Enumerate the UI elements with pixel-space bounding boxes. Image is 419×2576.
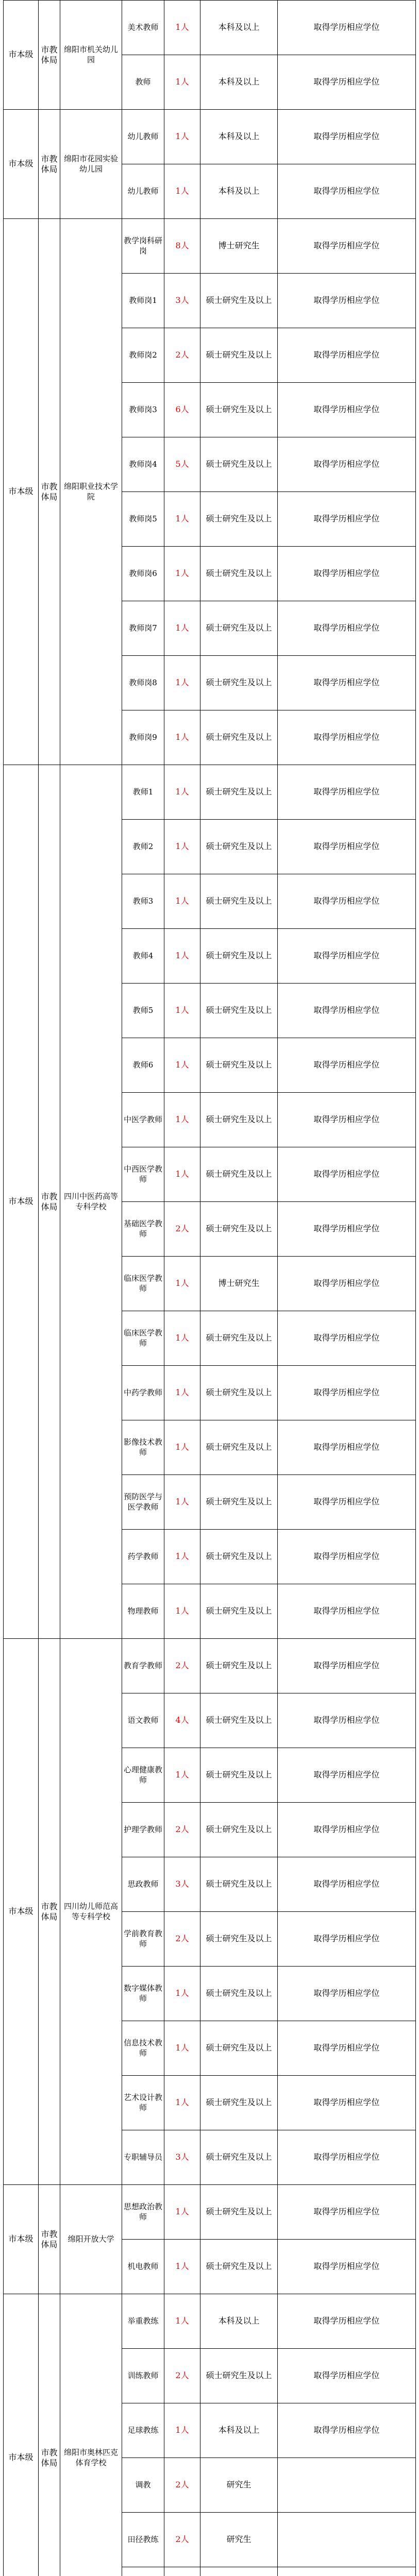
education-cell: 硕士研究生及以上 bbox=[200, 2076, 278, 2130]
post-cell: 教育学教师 bbox=[122, 1639, 164, 1693]
region-cell: 市本级 bbox=[4, 2185, 39, 2294]
major-cell bbox=[278, 2567, 416, 2576]
count-cell: 6人 bbox=[164, 383, 200, 437]
unit-cell: 绵阳市花园实验幼儿园 bbox=[60, 110, 122, 219]
count-cell: 8人 bbox=[164, 219, 200, 274]
post-cell: 教师6 bbox=[122, 1038, 164, 1093]
post-cell: 教师岗8 bbox=[122, 656, 164, 710]
count-cell bbox=[164, 2567, 200, 2576]
post-cell: 中药学教师 bbox=[122, 1366, 164, 1420]
education-cell: 硕士研究生及以上 bbox=[200, 547, 278, 601]
post-cell: 临床医学教师 bbox=[122, 1311, 164, 1366]
region-cell: 市本级 bbox=[4, 2294, 39, 2576]
region-cell: 市本级 bbox=[4, 1639, 39, 2185]
dept-cell: 市教体局 bbox=[39, 219, 60, 765]
education-cell: 硕士研究生及以上 bbox=[200, 1912, 278, 1967]
major-cell: 取得学历相应学位 bbox=[278, 1912, 416, 1967]
major-cell bbox=[278, 2458, 416, 2513]
post-cell: 教师岗9 bbox=[122, 710, 164, 765]
education-cell: 博士研究生 bbox=[200, 1257, 278, 1311]
major-cell: 取得学历相应学位 bbox=[278, 2021, 416, 2076]
region-cell: 市本级 bbox=[4, 110, 39, 219]
post-cell: 教师5 bbox=[122, 984, 164, 1038]
post-cell: 思政教师 bbox=[122, 1857, 164, 1912]
education-cell: 硕士研究生及以上 bbox=[200, 1967, 278, 2021]
count-cell: 1人 bbox=[164, 1257, 200, 1311]
post-cell: 教师岗4 bbox=[122, 437, 164, 492]
post-cell: 中医学教师 bbox=[122, 1093, 164, 1147]
count-cell: 1人 bbox=[164, 2294, 200, 2349]
major-cell: 取得学历相应学位 bbox=[278, 1147, 416, 1202]
post-cell: 临床医学教师 bbox=[122, 1257, 164, 1311]
major-cell: 取得学历相应学位 bbox=[278, 492, 416, 547]
major-cell: 取得学历相应学位 bbox=[278, 1257, 416, 1311]
count-cell: 1人 bbox=[164, 547, 200, 601]
education-cell: 本科及以上 bbox=[200, 55, 278, 110]
count-cell: 5人 bbox=[164, 437, 200, 492]
major-cell: 取得学历相应学位 bbox=[278, 656, 416, 710]
post-cell: 护理学教师 bbox=[122, 1803, 164, 1857]
count-cell: 1人 bbox=[164, 1366, 200, 1420]
education-cell: 研究生 bbox=[200, 2513, 278, 2567]
major-cell: 取得学历相应学位 bbox=[278, 164, 416, 219]
education-cell: 硕士研究生及以上 bbox=[200, 601, 278, 656]
major-cell: 取得学历相应学位 bbox=[278, 328, 416, 383]
education-cell: 硕士研究生及以上 bbox=[200, 1093, 278, 1147]
education-cell: 硕士研究生及以上 bbox=[200, 492, 278, 547]
count-cell: 2人 bbox=[164, 328, 200, 383]
education-cell: 硕士研究生及以上 bbox=[200, 274, 278, 328]
post-cell: 教师岗6 bbox=[122, 547, 164, 601]
major-cell: 取得学历相应学位 bbox=[278, 601, 416, 656]
major-cell: 取得学历相应学位 bbox=[278, 1420, 416, 1475]
education-cell: 硕士研究生及以上 bbox=[200, 437, 278, 492]
unit-cell: 四川中医药高等专科学校 bbox=[60, 765, 122, 1639]
post-cell: 教学岗科研岗 bbox=[122, 219, 164, 274]
major-cell: 取得学历相应学位 bbox=[278, 55, 416, 110]
post-cell: 物理教师 bbox=[122, 1584, 164, 1639]
post-cell: 基础医学教师 bbox=[122, 1202, 164, 1257]
education-cell: 硕士研究生及以上 bbox=[200, 1366, 278, 1420]
education-cell: 硕士研究生及以上 bbox=[200, 1038, 278, 1093]
post-cell: 信息技术教师 bbox=[122, 2021, 164, 2076]
major-cell: 取得学历相应学位 bbox=[278, 1311, 416, 1366]
education-cell: 硕士研究生及以上 bbox=[200, 1420, 278, 1475]
education-cell: 硕士研究生及以上 bbox=[200, 1693, 278, 1748]
major-cell: 取得学历相应学位 bbox=[278, 1584, 416, 1639]
dept-cell: 市教体局 bbox=[39, 2294, 60, 2576]
major-cell: 取得学历相应学位 bbox=[278, 437, 416, 492]
unit-cell: 绵阳市奥林匹克体育学校 bbox=[60, 2294, 122, 2576]
major-cell: 取得学历相应学位 bbox=[278, 1803, 416, 1857]
count-cell: 1人 bbox=[164, 1584, 200, 1639]
count-cell: 1人 bbox=[164, 710, 200, 765]
education-cell: 硕士研究生及以上 bbox=[200, 984, 278, 1038]
post-cell: 影像技术教师 bbox=[122, 1420, 164, 1475]
education-cell: 硕士研究生及以上 bbox=[200, 1748, 278, 1803]
major-cell: 取得学历相应学位 bbox=[278, 274, 416, 328]
education-cell: 硕士研究生及以上 bbox=[200, 765, 278, 820]
count-cell: 1人 bbox=[164, 2240, 200, 2294]
education-cell: 硕士研究生及以上 bbox=[200, 1803, 278, 1857]
education-cell: 研究生 bbox=[200, 2458, 278, 2513]
count-cell: 1人 bbox=[164, 1530, 200, 1584]
count-cell: 1人 bbox=[164, 2076, 200, 2130]
count-cell: 2人 bbox=[164, 1202, 200, 1257]
post-cell: 机电教师 bbox=[122, 2240, 164, 2294]
count-cell: 1人 bbox=[164, 1748, 200, 1803]
dept-cell: 市教体局 bbox=[39, 110, 60, 219]
education-cell: 硕士研究生及以上 bbox=[200, 1475, 278, 1530]
major-cell: 取得学历相应学位 bbox=[278, 1639, 416, 1693]
post-cell: 心理健康教师 bbox=[122, 1748, 164, 1803]
major-cell: 取得学历相应学位 bbox=[278, 710, 416, 765]
major-cell: 取得学历相应学位 bbox=[278, 2185, 416, 2240]
major-cell: 取得学历相应学位 bbox=[278, 219, 416, 274]
post-cell: 教师1 bbox=[122, 765, 164, 820]
post-cell: 教师岗2 bbox=[122, 328, 164, 383]
major-cell: 取得学历相应学位 bbox=[278, 2130, 416, 2185]
count-cell: 1人 bbox=[164, 874, 200, 929]
region-cell: 市本级 bbox=[4, 765, 39, 1639]
count-cell: 2人 bbox=[164, 1639, 200, 1693]
major-cell: 取得学历相应学位 bbox=[278, 1038, 416, 1093]
major-cell: 取得学历相应学位 bbox=[278, 1093, 416, 1147]
major-cell: 取得学历相应学位 bbox=[278, 1748, 416, 1803]
major-cell: 取得学历相应学位 bbox=[278, 2349, 416, 2403]
post-cell: 训练教师 bbox=[122, 2349, 164, 2403]
count-cell: 1人 bbox=[164, 820, 200, 874]
major-cell: 取得学历相应学位 bbox=[278, 2076, 416, 2130]
region-cell: 市本级 bbox=[4, 1, 39, 110]
major-cell: 取得学历相应学位 bbox=[278, 1366, 416, 1420]
education-cell: 硕士研究生及以上 bbox=[200, 1857, 278, 1912]
count-cell: 1人 bbox=[164, 110, 200, 164]
major-cell: 取得学历相应学位 bbox=[278, 547, 416, 601]
count-cell: 1人 bbox=[164, 984, 200, 1038]
education-cell: 本科及以上 bbox=[200, 110, 278, 164]
post-cell: 语文教师 bbox=[122, 1693, 164, 1748]
education-cell: 硕士研究生及以上 bbox=[200, 874, 278, 929]
dept-cell: 市教体局 bbox=[39, 1, 60, 110]
major-cell: 取得学历相应学位 bbox=[278, 2403, 416, 2458]
table-row bbox=[4, 1639, 416, 1693]
dept-cell: 市教体局 bbox=[39, 2185, 60, 2294]
post-cell: 教师4 bbox=[122, 929, 164, 984]
count-cell: 4人 bbox=[164, 1693, 200, 1748]
count-cell: 1人 bbox=[164, 2403, 200, 2458]
major-cell: 取得学历相应学位 bbox=[278, 1857, 416, 1912]
count-cell: 1人 bbox=[164, 1147, 200, 1202]
table-body bbox=[4, 1, 416, 2576]
post-cell: 思想政治教师 bbox=[122, 2185, 164, 2240]
table-row bbox=[4, 1, 416, 55]
major-cell: 取得学历相应学位 bbox=[278, 765, 416, 820]
count-cell: 1人 bbox=[164, 1967, 200, 2021]
major-cell: 取得学历相应学位 bbox=[278, 2240, 416, 2294]
major-cell: 取得学历相应学位 bbox=[278, 2294, 416, 2349]
education-cell: 硕士研究生及以上 bbox=[200, 1584, 278, 1639]
major-cell: 取得学历相应学位 bbox=[278, 1693, 416, 1748]
table-row bbox=[4, 2294, 416, 2349]
major-cell: 取得学历相应学位 bbox=[278, 874, 416, 929]
table-row bbox=[4, 2185, 416, 2240]
major-cell: 取得学历相应学位 bbox=[278, 1967, 416, 2021]
education-cell: 硕士研究生及以上 bbox=[200, 710, 278, 765]
count-cell: 1人 bbox=[164, 164, 200, 219]
count-cell: 1人 bbox=[164, 2021, 200, 2076]
count-cell: 2人 bbox=[164, 2513, 200, 2567]
education-cell: 硕士研究生及以上 bbox=[200, 2185, 278, 2240]
major-cell: 取得学历相应学位 bbox=[278, 820, 416, 874]
post-cell: 艺术设计教师 bbox=[122, 2076, 164, 2130]
education-cell: 硕士研究生及以上 bbox=[200, 929, 278, 984]
education-cell: 硕士研究生及以上 bbox=[200, 328, 278, 383]
post-cell: 教师岗3 bbox=[122, 383, 164, 437]
major-cell: 取得学历相应学位 bbox=[278, 1530, 416, 1584]
education-cell: 硕士研究生及以上 bbox=[200, 1147, 278, 1202]
post-cell: 调教 bbox=[122, 2458, 164, 2513]
post-cell: 足球教练 bbox=[122, 2403, 164, 2458]
count-cell: 1人 bbox=[164, 1475, 200, 1530]
post-cell: 教师岗1 bbox=[122, 274, 164, 328]
count-cell: 1人 bbox=[164, 1093, 200, 1147]
region-cell: 市本级 bbox=[4, 219, 39, 765]
post-cell: 举重教练 bbox=[122, 2294, 164, 2349]
education-cell: 硕士研究生及以上 bbox=[200, 1311, 278, 1366]
count-cell: 2人 bbox=[164, 1803, 200, 1857]
count-cell: 1人 bbox=[164, 492, 200, 547]
post-cell bbox=[122, 2567, 164, 2576]
post-cell: 美术教师 bbox=[122, 1, 164, 55]
post-cell: 教师2 bbox=[122, 820, 164, 874]
major-cell: 取得学历相应学位 bbox=[278, 929, 416, 984]
education-cell: 博士研究生 bbox=[200, 219, 278, 274]
post-cell: 田径教练 bbox=[122, 2513, 164, 2567]
count-cell: 1人 bbox=[164, 601, 200, 656]
count-cell: 1人 bbox=[164, 55, 200, 110]
post-cell: 学前教育教师 bbox=[122, 1912, 164, 1967]
education-cell: 本科及以上 bbox=[200, 2403, 278, 2458]
post-cell: 专职辅导员 bbox=[122, 2130, 164, 2185]
education-cell: 硕士研究生及以上 bbox=[200, 2130, 278, 2185]
table-row bbox=[4, 110, 416, 164]
post-cell: 教师3 bbox=[122, 874, 164, 929]
post-cell: 数字媒体教师 bbox=[122, 1967, 164, 2021]
major-cell: 取得学历相应学位 bbox=[278, 383, 416, 437]
education-cell: 本科及以上 bbox=[200, 1, 278, 55]
post-cell: 中西医学教师 bbox=[122, 1147, 164, 1202]
education-cell: 硕士研究生及以上 bbox=[200, 2349, 278, 2403]
major-cell: 取得学历相应学位 bbox=[278, 1, 416, 55]
count-cell: 2人 bbox=[164, 2458, 200, 2513]
count-cell: 1人 bbox=[164, 765, 200, 820]
education-cell: 硕士研究生及以上 bbox=[200, 383, 278, 437]
table-grid bbox=[3, 0, 416, 2576]
major-cell: 取得学历相应学位 bbox=[278, 1202, 416, 1257]
major-cell: 取得学历相应学位 bbox=[278, 110, 416, 164]
count-cell: 2人 bbox=[164, 1912, 200, 1967]
count-cell: 1人 bbox=[164, 1311, 200, 1366]
count-cell: 1人 bbox=[164, 1038, 200, 1093]
unit-cell: 绵阳职业技术学院 bbox=[60, 219, 122, 765]
count-cell: 3人 bbox=[164, 2130, 200, 2185]
major-cell bbox=[278, 2513, 416, 2567]
education-cell: 硕士研究生及以上 bbox=[200, 1202, 278, 1257]
education-cell: 硕士研究生及以上 bbox=[200, 1530, 278, 1584]
post-cell: 教师 bbox=[122, 55, 164, 110]
dept-cell: 市教体局 bbox=[39, 1639, 60, 2185]
table-row bbox=[4, 765, 416, 820]
count-cell: 3人 bbox=[164, 274, 200, 328]
post-cell: 教师岗7 bbox=[122, 601, 164, 656]
unit-cell: 四川幼儿师范高等专科学校 bbox=[60, 1639, 122, 2185]
education-cell: 本科及以上 bbox=[200, 2294, 278, 2349]
education-cell bbox=[200, 2567, 278, 2576]
count-cell: 1人 bbox=[164, 929, 200, 984]
count-cell: 1人 bbox=[164, 1, 200, 55]
major-cell: 取得学历相应学位 bbox=[278, 984, 416, 1038]
table-row bbox=[4, 219, 416, 274]
education-cell: 硕士研究生及以上 bbox=[200, 656, 278, 710]
education-cell: 硕士研究生及以上 bbox=[200, 2240, 278, 2294]
unit-cell: 绵阳市机关幼儿园 bbox=[60, 1, 122, 110]
count-cell: 1人 bbox=[164, 656, 200, 710]
count-cell: 3人 bbox=[164, 1857, 200, 1912]
post-cell: 教师岗5 bbox=[122, 492, 164, 547]
post-cell: 预防医学与医学教师 bbox=[122, 1475, 164, 1530]
count-cell: 2人 bbox=[164, 2349, 200, 2403]
count-cell: 1人 bbox=[164, 1420, 200, 1475]
unit-cell: 绵阳开放大学 bbox=[60, 2185, 122, 2294]
count-cell: 1人 bbox=[164, 2185, 200, 2240]
education-cell: 硕士研究生及以上 bbox=[200, 2021, 278, 2076]
education-cell: 硕士研究生及以上 bbox=[200, 1639, 278, 1693]
dept-cell: 市教体局 bbox=[39, 765, 60, 1639]
major-cell: 取得学历相应学位 bbox=[278, 1475, 416, 1530]
education-cell: 本科及以上 bbox=[200, 164, 278, 219]
post-cell: 幼儿教师 bbox=[122, 110, 164, 164]
education-cell: 硕士研究生及以上 bbox=[200, 820, 278, 874]
post-cell: 幼儿教师 bbox=[122, 164, 164, 219]
post-cell: 药学教师 bbox=[122, 1530, 164, 1584]
